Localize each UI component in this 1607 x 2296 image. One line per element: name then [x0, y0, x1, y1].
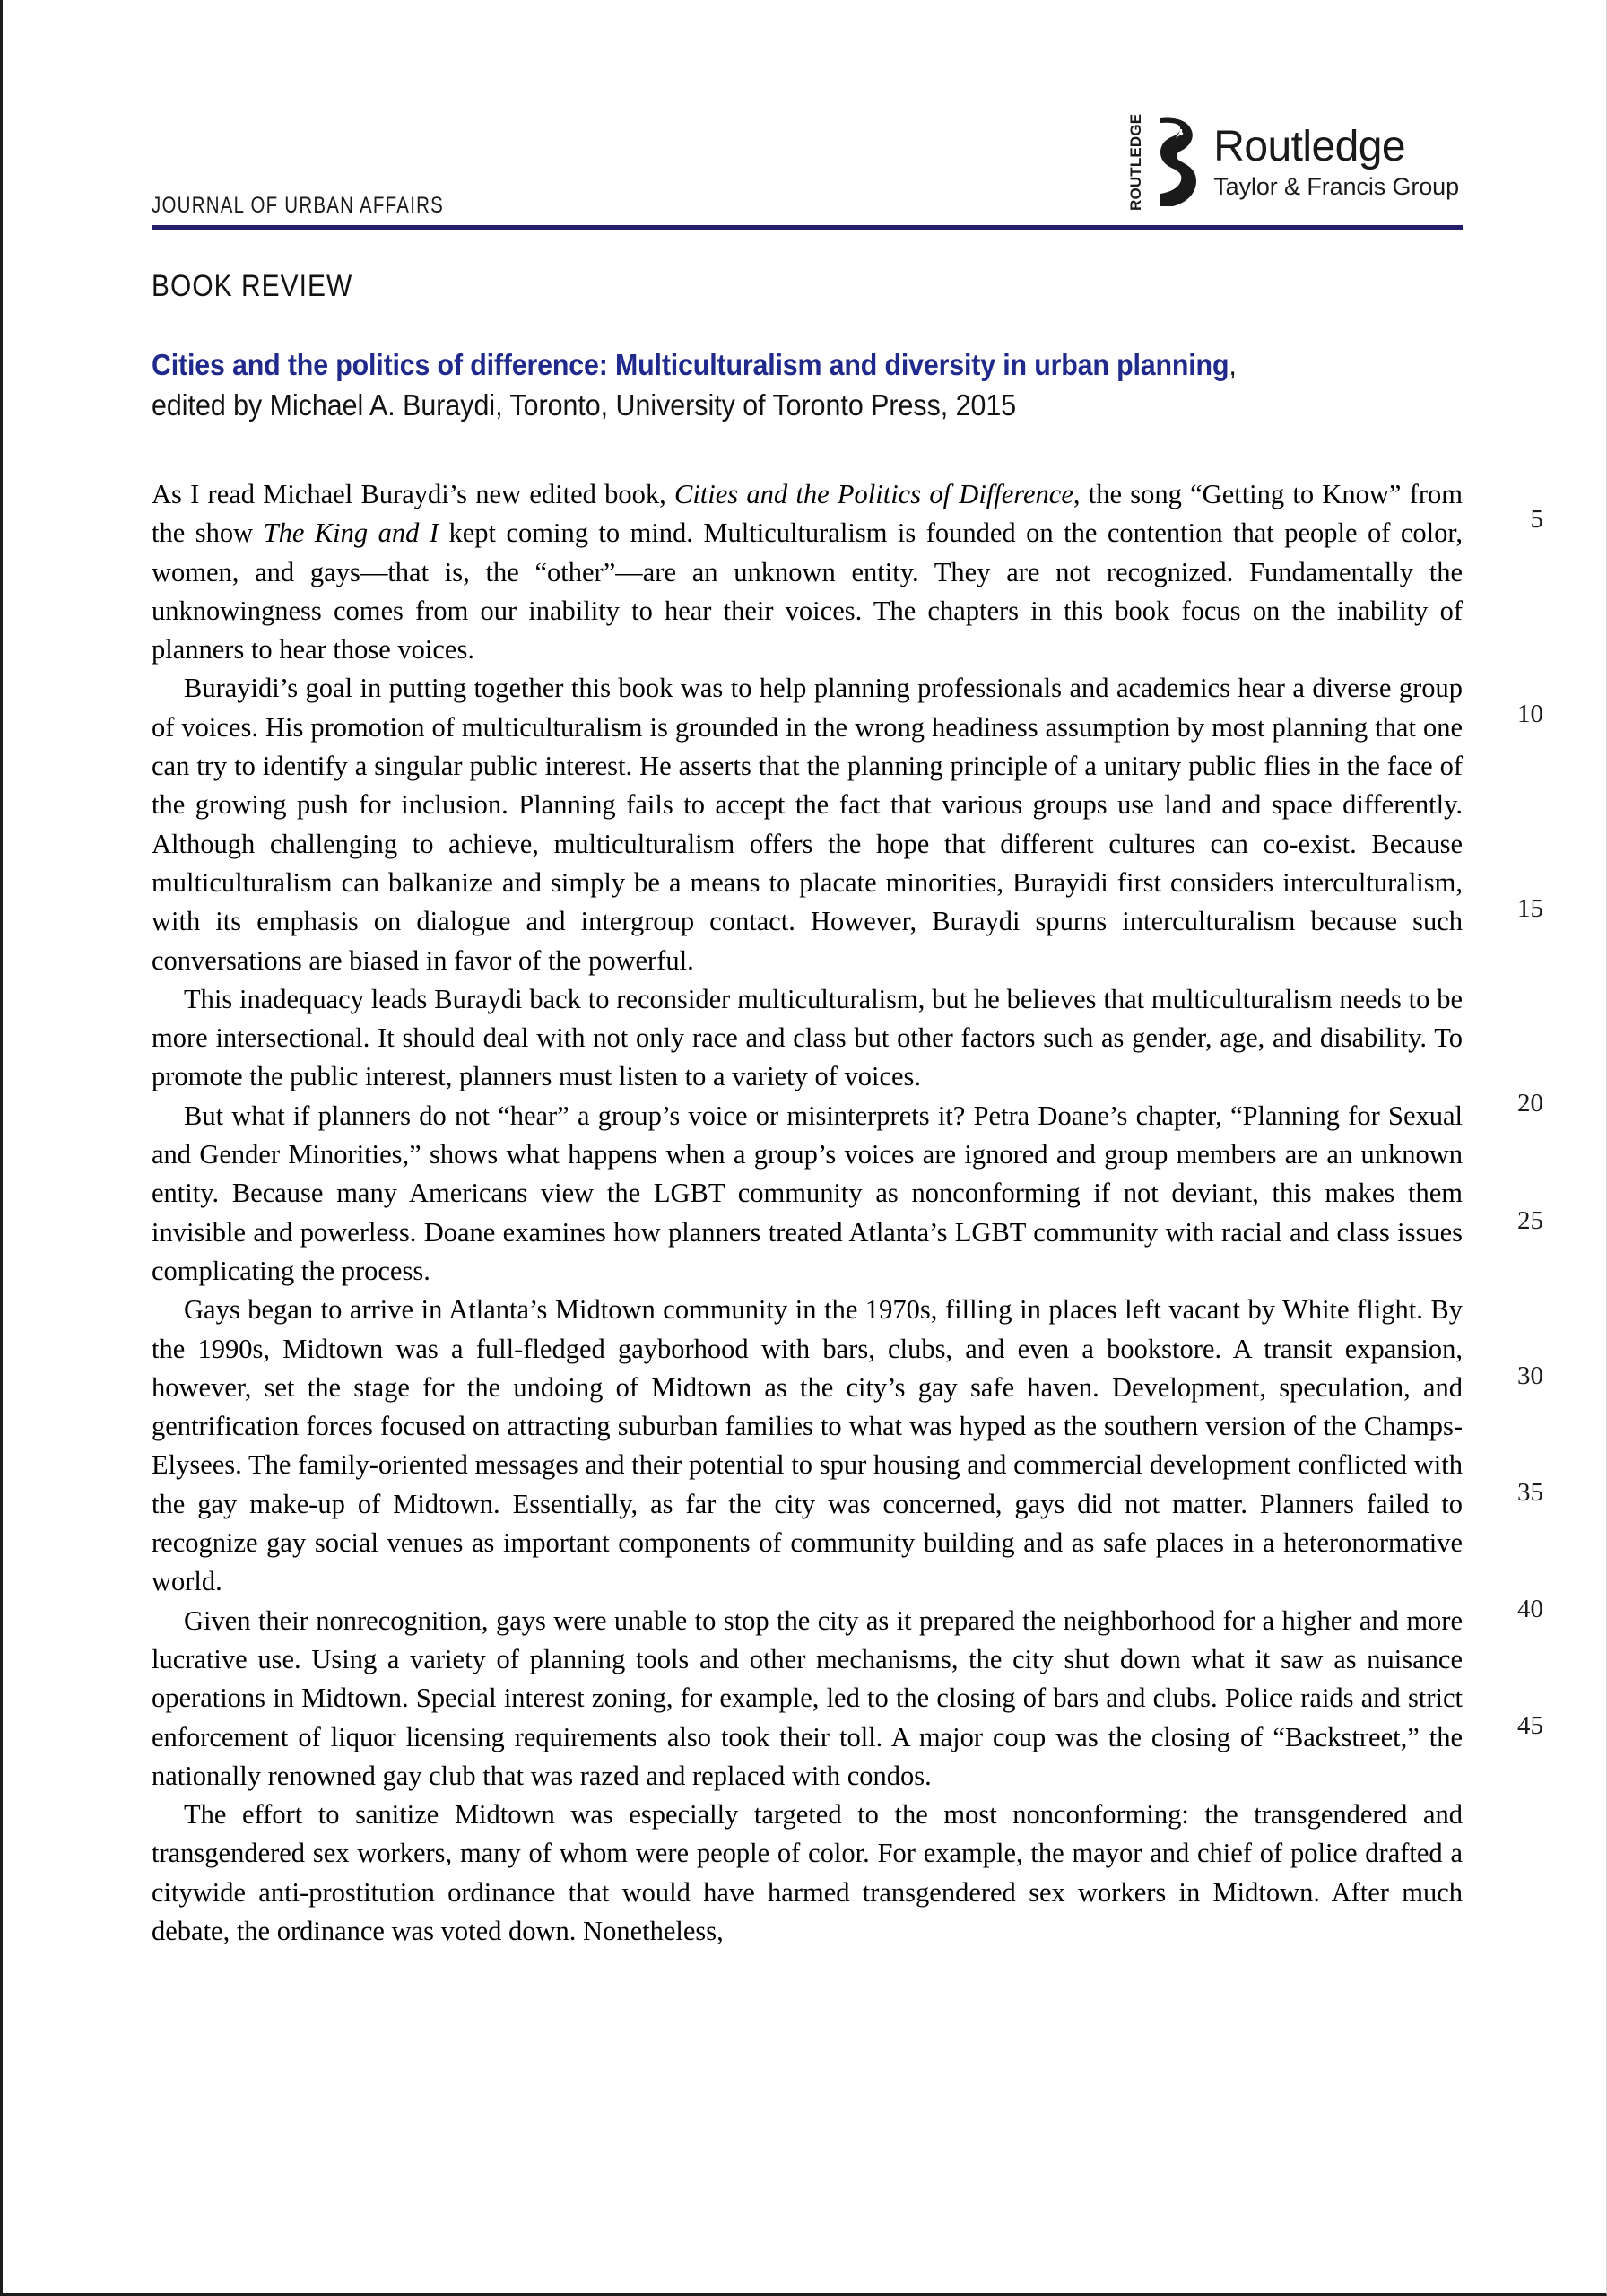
review-paragraph [152, 1097, 1463, 1291]
line-number: 40 [1517, 1595, 1543, 1623]
routledge-wordmark [1210, 123, 1459, 200]
text-run: As I read Michael Buraydi’s new edited book, [152, 479, 674, 509]
line-number: 30 [1517, 1361, 1543, 1390]
text-run: Gays began to arrive in Atlanta’s Midtown community in the 1970s, filling in places left vacant by White flight. By the 1990s, Midtown was a full-fledged gayborhood with bars, clubs, and even a bookstore. A transit expansion, however, set the stage for the undoing of Midtown as the city’s gay safe haven. Development, speculation, and gentrification forces focused on attracting suburban families to what was hyped as the southern version of the Champs-Elysees. The family-oriented messages and their potential to spur housing and commercial development conflicted with the gay make-up of Midtown. Essentially, as far the city was concerned, gays did not matter. Planners failed to recognize gay social venues as important components of community building and as safe places in a heteronormative world. [152, 1294, 1463, 1597]
italic-title-run: The King and I [263, 517, 439, 549]
review-paragraph [152, 1796, 1463, 1951]
book-title [152, 348, 1361, 383]
section-label-book-review: BOOK REVIEW [152, 269, 353, 303]
routledge-name: Routledge [1213, 123, 1405, 171]
book-title-text: Cities and the politics of difference: Multiculturalism and diversity in urban planning [152, 348, 1229, 381]
book-title-comma: , [1229, 348, 1237, 381]
text-run: Burayidi’s goal in putting together this book was to help planning professionals and academics hear a diverse group of voices. His promotion of multiculturalism is grounded in the wrong headiness assumption by most planning that one can try to identify a singular public interest. He asserts that the planning principle of a unitary public flies in the face of the growing push for inclusion. Planning fails to accept the fact that various groups use land and space differently. Although challenging to achieve, multiculturalism offers the hope that different cultures can co-exist. Because multiculturalism can balkanize and simply be a means to placate minorities, Burayidi first considers interculturalism, with its emphasis on dialogue and intergroup contact. However, Buraydi spurns interculturalism because such conversations are biased in favor of the powerful. [152, 673, 1463, 976]
text-run: kept coming to mind. Multiculturalism is founded on the contention that people of color, women, and gays—that is, the “other”—are an unknown entity. They are not recognized. Fundamentally the unknowingness comes from our inability to hear their voices. The chapters in this book focus on the inability of planners to hear those voices. [152, 517, 1463, 665]
review-paragraph [152, 1602, 1463, 1796]
line-number: 25 [1517, 1206, 1543, 1235]
review-paragraph [152, 980, 1463, 1097]
routledge-r-face-icon [1151, 117, 1202, 208]
line-number: 20 [1517, 1089, 1543, 1118]
journal-title: JOURNAL OF URBAN AFFAIRS [152, 193, 445, 218]
line-number: 45 [1517, 1711, 1543, 1740]
line-number: 10 [1517, 700, 1543, 728]
text-run: The effort to sanitize Midtown was especially targeted to the most nonconforming: the transgendered and transgendered sex workers, many of whom were people of color. For example, the mayor and chief of police drafted a citywide anti-prostitution ordinance that would have harmed transgendered sex workers in Midtown. After much debate, the ordinance was voted down. Nonetheless, [152, 1799, 1463, 1946]
review-body [152, 475, 1463, 1951]
text-run: Given their nonrecognition, gays were unable to stop the city as it prepared the neighborhood for a higher and more lucrative use. Using a variety of planning tools and other mechanisms, the city shut down what it saw as nuisance operations in Midtown. Special interest zoning, for example, led to the closing of bars and clubs. Police raids and strict enforcement of liquor licensing requirements also took their toll. A major coup was the closing of “Backstreet,” the nationally renowned gay club that was razed and replaced with condos. [152, 1605, 1463, 1791]
italic-title-run: Cities and the Politics of Difference [673, 479, 1073, 509]
review-paragraph [152, 1291, 1463, 1601]
line-number: 15 [1517, 894, 1543, 923]
text-run: , the song “Getting to Know” from the show [152, 479, 1463, 549]
text-run: But what if planners do not “hear” a group’s voice or misinterprets it? Petra Doane’s chapter, “Planning for Sexual and Gender Minorities,” shows what happens when a group’s voices are ignored and group members are an unknown entity. Because many Americans view the LGBT community as nonconforming if not deviant, this makes them invisible and powerless. Doane examines how planners treated Atlanta’s LGBT community with racial and class issues complicating the process. [152, 1100, 1463, 1286]
routledge-vertical-text: ROUTLEDGE [1127, 113, 1145, 212]
taylor-francis-group-name: Taylor & Francis Group [1213, 172, 1459, 200]
routledge-logo [1128, 113, 1459, 212]
book-title-block [152, 348, 1466, 423]
book-publication-meta: edited by Michael A. Buraydi, Toronto, University of Toronto Press, 2015 [152, 387, 1017, 422]
text-run: This inadequacy leads Buraydi back to reconsider multiculturalism, but he believes that multiculturalism needs to be more intersectional. It should deal with not only race and class but other factors such as gender, age, and disability. To promote the public interest, planners must listen to a variety of voices. [152, 983, 1463, 1092]
header-rule [152, 225, 1463, 230]
line-number: 35 [1517, 1478, 1543, 1507]
review-paragraph [152, 669, 1463, 979]
review-paragraph [152, 475, 1463, 669]
line-number: 5 [1530, 505, 1543, 534]
